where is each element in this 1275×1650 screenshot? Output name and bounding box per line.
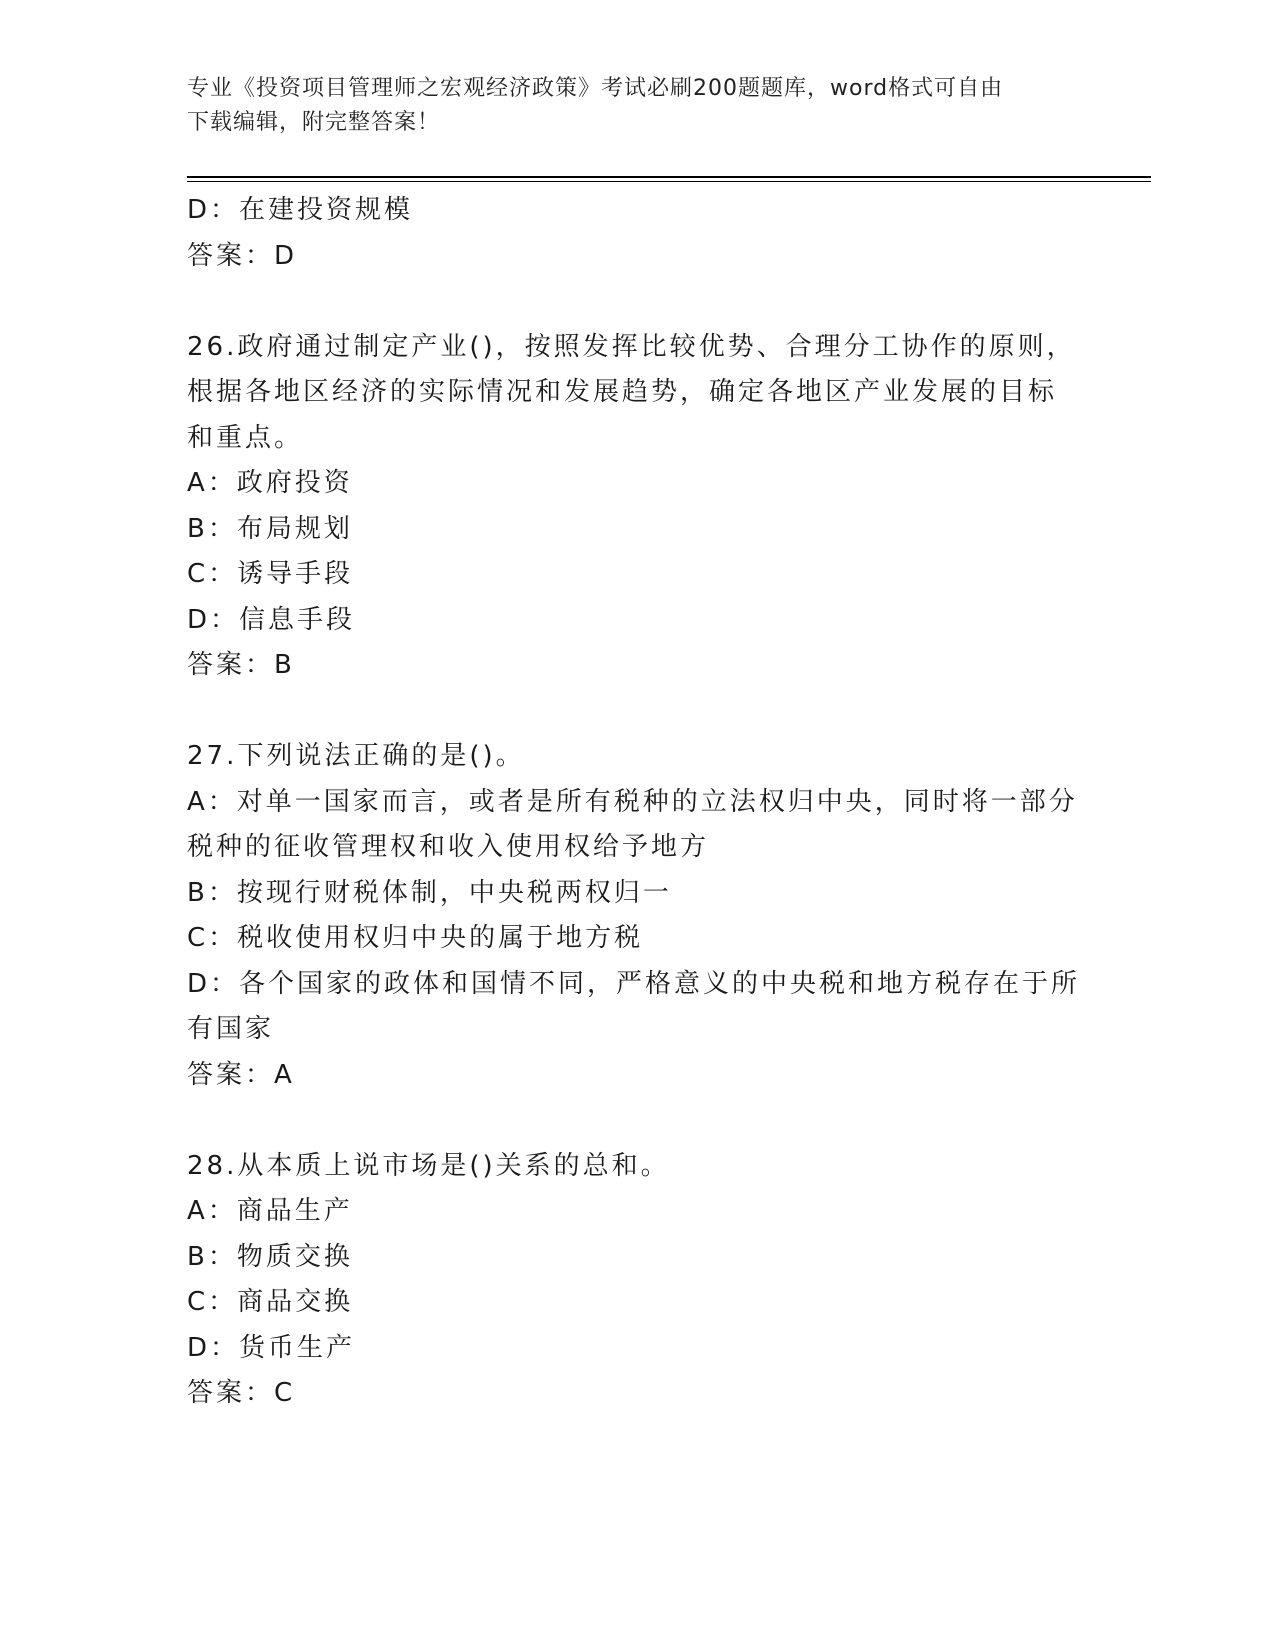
answer-line [187,1053,1087,1099]
question-stem: 和重点。 [187,422,304,453]
spacer [187,1098,1087,1144]
document-header [187,72,1067,140]
option-d: D：信息手段 [187,604,356,635]
answer-value: B [274,650,295,680]
question-stem: 26.政府通过制定产业()，按照发挥比较优势、合理分工协作的原则， [187,331,1076,362]
spacer [187,689,1087,735]
option-c: C：诱导手段 [187,559,354,589]
answer-value: C [274,1378,296,1408]
answer-label: 答案： [187,650,275,680]
answer-line [187,1371,1087,1417]
answer-label: 答案： [187,1378,275,1408]
question-stem: 根据各地区经济的实际情况和发展趋势，确定各地区产业发展的目标 [187,377,1058,407]
option-c: C：商品交换 [187,1287,354,1317]
answer-value: A [274,1059,295,1090]
question-stem: 28.从本质上说市场是()关系的总和。 [187,1150,670,1181]
option-d: D：各个国家的政体和国情不同，严格意义的中央税和地方税存在于所 [187,968,1081,999]
option-d: D：在建投资规模 [187,195,414,225]
answer-label: 答案： [187,1059,275,1090]
header-line-1: 专业《投资项目管理师之宏观经济政策》考试必刷200题题库，word格式可自由 [187,76,1004,101]
spacer [187,279,1087,325]
option-b: B：物质交换 [187,1241,353,1272]
option-b: B：按现行财税体制，中央税两权归一 [187,877,672,908]
question-stem: 27.下列说法正确的是()。 [187,741,525,771]
question-27 [187,734,1087,1098]
question-25-tail [187,188,1087,279]
header-line-2: 下载编辑，附完整答案！ [187,110,441,135]
option-c: C：税收使用权归中央的属于地方税 [187,923,644,953]
option-d-continued: 有国家 [187,1014,275,1044]
document-content [187,188,1087,1417]
answer-label: 答案： [187,240,275,271]
header-divider-thick [187,176,1151,178]
option-b: B：布局规划 [187,513,353,544]
answer-line [187,234,1087,280]
question-26 [187,325,1087,689]
option-a: A：政府投资 [187,468,353,498]
answer-line [187,643,1087,689]
header-divider-thin [187,181,1151,182]
question-28 [187,1144,1087,1417]
option-a-continued: 税种的征收管理权和收入使用权给予地方 [187,832,710,862]
option-a: A：商品生产 [187,1196,353,1226]
option-d: D：货币生产 [187,1332,356,1363]
option-a: A：对单一国家而言，或者是所有税种的立法权归中央，同时将一部分 [187,786,1078,817]
answer-value: D [274,240,298,271]
